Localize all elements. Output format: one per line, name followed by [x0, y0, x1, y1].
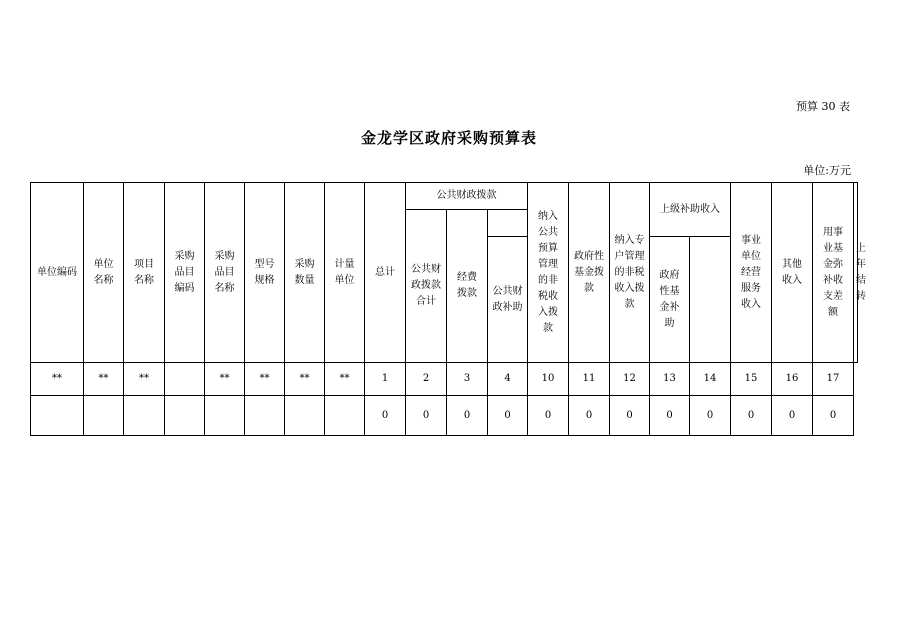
index-cell: 3	[447, 363, 488, 396]
index-cell	[165, 363, 205, 396]
index-cell: 12	[610, 363, 650, 396]
header-funding-allocation: 经费 拨款	[447, 210, 488, 363]
data-cell	[84, 396, 124, 436]
unit-label: 单位:万元	[803, 164, 851, 177]
data-row	[31, 396, 858, 436]
data-cell: 0	[569, 396, 610, 436]
header-gov-fund-subsidy: 政府 性基 金补 助	[650, 237, 690, 363]
index-cell: 14	[690, 363, 731, 396]
header-public-finance-subsidy: 公共财 政补助	[488, 237, 528, 363]
index-cell: 15	[731, 363, 772, 396]
data-cell	[285, 396, 325, 436]
index-cell: **	[245, 363, 285, 396]
data-cell: 0	[610, 396, 650, 436]
index-cell: **	[205, 363, 245, 396]
index-cell: 17	[813, 363, 854, 396]
header-unit-name: 单位 名称	[84, 183, 124, 363]
data-cell	[245, 396, 285, 436]
index-cell: 1	[365, 363, 406, 396]
data-cell: 0	[650, 396, 690, 436]
data-cell	[31, 396, 84, 436]
index-cell: 4	[488, 363, 528, 396]
header-gov-fund: 政府性 基金拨 款	[569, 183, 610, 363]
index-cell: 10	[528, 363, 569, 396]
data-cell: 0	[447, 396, 488, 436]
data-cell: 0	[772, 396, 813, 436]
index-cell: 16	[772, 363, 813, 396]
header-other-income: 其他 收入	[772, 183, 813, 363]
header-model-spec: 型号 规格	[245, 183, 285, 363]
header-unit-code: 单位编码	[31, 183, 84, 363]
data-cell: 0	[731, 396, 772, 436]
header-purchase-item-name: 采购 品目 名称	[205, 183, 245, 363]
data-cell: 0	[406, 396, 447, 436]
header-public-finance-total: 公共财 政拨款 合计	[406, 210, 447, 363]
data-cell: 0	[488, 396, 528, 436]
index-row	[31, 363, 858, 396]
header-superior-subsidy-group: 上级补助收入	[650, 183, 731, 237]
header-measure-unit: 计量 单位	[325, 183, 365, 363]
data-cell: 0	[813, 396, 854, 436]
form-number: 预算 30 表	[796, 100, 850, 113]
page-title: 金龙学区政府采购预算表	[360, 129, 537, 147]
data-cell: 0	[528, 396, 569, 436]
index-cell: **	[124, 363, 165, 396]
header-public-finance-group: 公共财政拨款	[406, 183, 528, 210]
data-cell	[325, 396, 365, 436]
budget-table	[30, 182, 867, 436]
header-special-non-tax: 纳入专 户管理 的非税 收入拨 款	[610, 183, 650, 363]
index-cell: 11	[569, 363, 610, 396]
data-cell	[165, 396, 205, 436]
header-business-fund: 用事 业基 金弥 补收 支差 额	[813, 183, 854, 363]
header-purchase-item-code: 采购 品目 编码	[165, 183, 205, 363]
header-total: 总计	[365, 183, 406, 363]
index-cell: 13	[650, 363, 690, 396]
header-business-income: 事业 单位 经营 服务 收入	[731, 183, 772, 363]
data-cell: 0	[365, 396, 406, 436]
index-cell: **	[285, 363, 325, 396]
data-cell	[205, 396, 245, 436]
header-carryover: 上年结 转	[854, 183, 858, 363]
header-non-tax-income: 纳入 公共 预算 管理 的非 税收 入拨 款	[528, 183, 569, 363]
index-cell: **	[31, 363, 84, 396]
data-cell: 0	[690, 396, 731, 436]
header-purchase-qty: 采购 数量	[285, 183, 325, 363]
index-cell: **	[325, 363, 365, 396]
data-cell	[124, 396, 165, 436]
header-project-name: 项目 名称	[124, 183, 165, 363]
index-cell: 2	[406, 363, 447, 396]
index-cell: **	[84, 363, 124, 396]
